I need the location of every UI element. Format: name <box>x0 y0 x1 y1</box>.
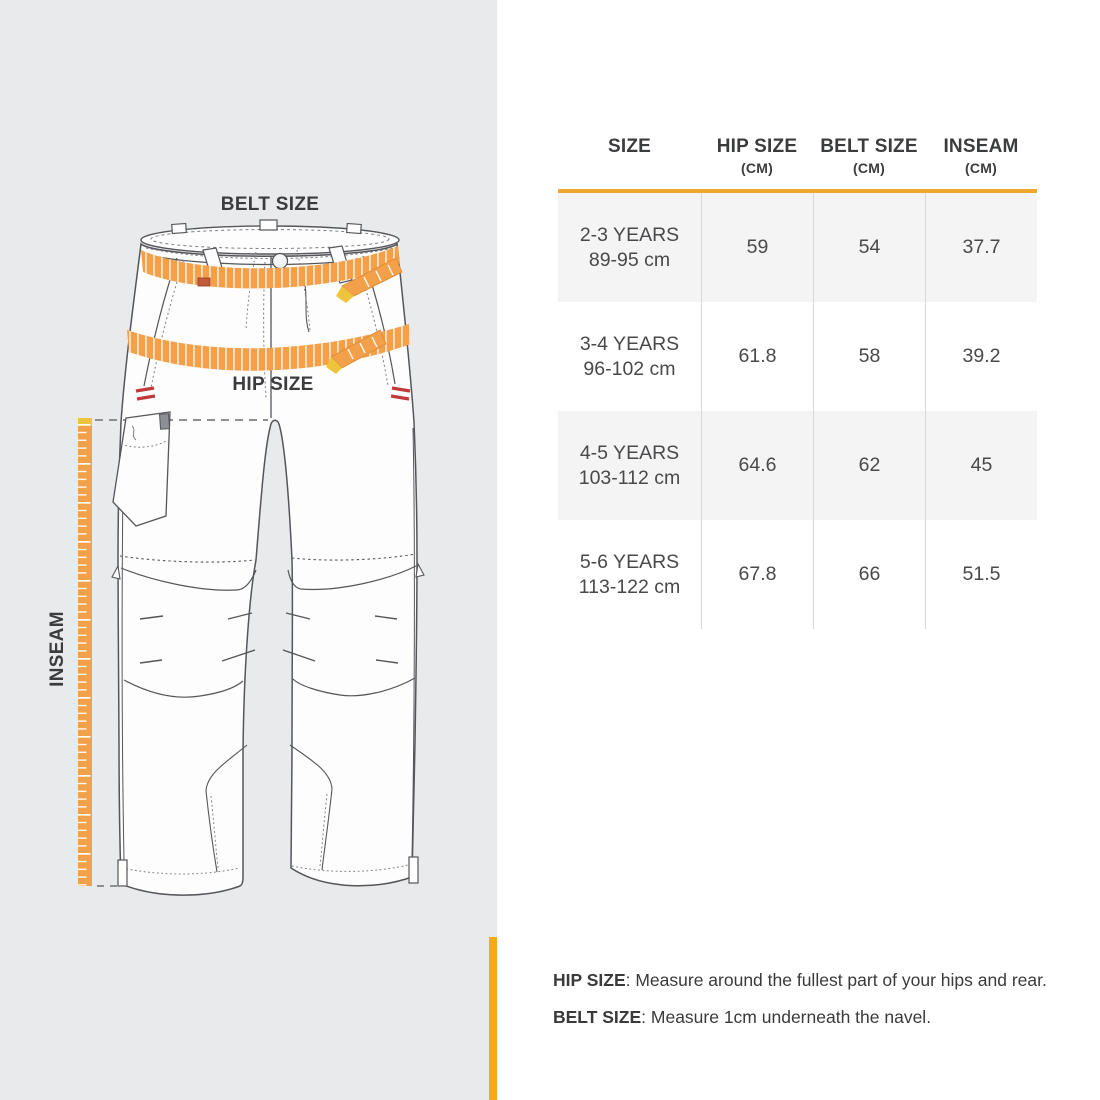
inseam-label: INSEAM <box>47 611 68 687</box>
table-row <box>558 411 1037 520</box>
cell-hip: 67.8 <box>701 520 813 629</box>
waistband <box>141 220 399 254</box>
cell-hip: 61.8 <box>701 302 813 411</box>
cell-inseam: 37.7 <box>925 193 1037 302</box>
table-row <box>558 193 1037 302</box>
header-size: SIZE <box>607 136 652 157</box>
belt-size-label: BELT SIZE <box>220 194 320 215</box>
cell-belt: 66 <box>813 520 925 629</box>
note-hip-size: HIP SIZE: Measure around the fullest part of your hips and rear. <box>553 970 1047 990</box>
size-table <box>558 136 1037 629</box>
cell-hip: 64.6 <box>701 411 813 520</box>
header-hip-size: HIP SIZE (CM) <box>716 136 798 176</box>
inseam-ruler <box>78 418 92 886</box>
hip-size-label: HIP SIZE <box>232 374 314 395</box>
header-inseam: INSEAM (CM) <box>943 136 1019 176</box>
cell-belt: 62 <box>813 411 925 520</box>
cell-size: 2-3 YEARS 89-95 cm <box>579 223 680 271</box>
note-belt-size: BELT SIZE: Measure 1cm underneath the navel. <box>553 1007 932 1027</box>
cell-inseam: 39.2 <box>925 302 1037 411</box>
table-row <box>558 520 1037 629</box>
cell-belt: 58 <box>813 302 925 411</box>
cell-belt: 54 <box>813 193 925 302</box>
cell-hip: 59 <box>701 193 813 302</box>
cell-inseam: 51.5 <box>925 520 1037 629</box>
cell-size: 4-5 YEARS 103-112 cm <box>578 441 681 489</box>
illustration-panel <box>0 0 497 1100</box>
measurement-notes <box>553 962 1083 1036</box>
cell-size: 3-4 YEARS 96-102 cm <box>579 332 680 380</box>
cell-inseam: 45 <box>925 411 1037 520</box>
brand-tab <box>198 278 210 286</box>
pants-measurement-diagram <box>0 0 497 1100</box>
cell-size: 5-6 YEARS 113-122 cm <box>578 550 681 598</box>
header-belt-size: BELT SIZE (CM) <box>820 136 918 176</box>
table-header-row <box>558 136 1037 189</box>
table-row <box>558 302 1037 411</box>
accent-bar <box>489 937 497 1100</box>
